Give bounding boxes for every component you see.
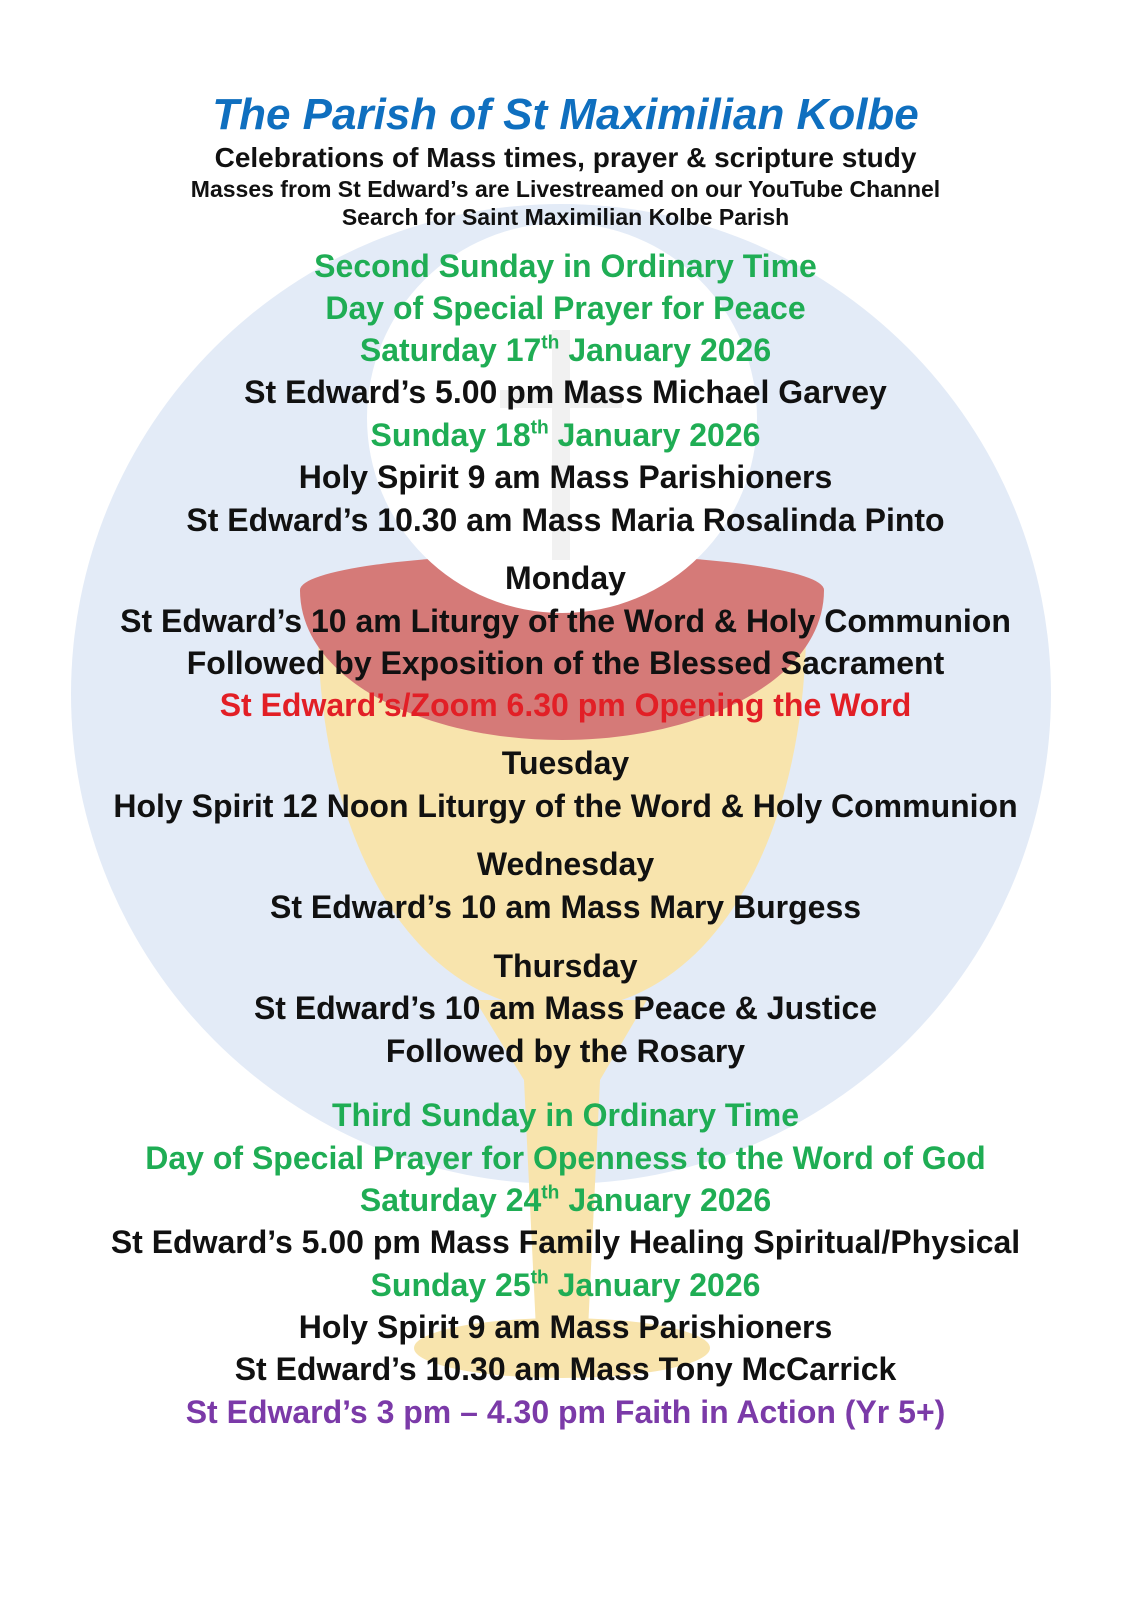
week1-sunday-mass-2: St Edward’s 10.30 am Mass Maria Rosalinda Pinto <box>186 502 945 538</box>
livestream-note: Masses from St Edward’s are Livestreamed on our YouTube Channel <box>190 176 941 202</box>
week2-saturday-mass: St Edward’s 5.00 pm Mass Family Healing Spiritual/Physical <box>110 1224 1021 1260</box>
week2-feast: Third Sunday in Ordinary Time <box>331 1097 800 1133</box>
youtube-search-note: Search for Saint Maximilian Kolbe Parish <box>341 204 790 230</box>
monday-line-2: Followed by Exposition of the Blessed Sacrament <box>186 645 945 681</box>
wednesday-label: Wednesday <box>476 846 655 882</box>
week1-special-day: Day of Special Prayer for Peace <box>325 290 806 326</box>
week2-saturday-date: Saturday 24th January 2026 <box>359 1182 772 1218</box>
monday-label: Monday <box>505 560 626 596</box>
page-title: The Parish of St Maximilian Kolbe <box>212 90 919 139</box>
week1-saturday-mass: St Edward’s 5.00 pm Mass Michael Garvey <box>244 374 887 410</box>
wednesday-line-1: St Edward’s 10 am Mass Mary Burgess <box>269 889 862 925</box>
thursday-line-2: Followed by the Rosary <box>385 1033 746 1069</box>
tuesday-line-1: Holy Spirit 12 Noon Liturgy of the Word & Holy Communion <box>113 788 1018 824</box>
thursday-label: Thursday <box>493 948 638 984</box>
thursday-line-1: St Edward’s 10 am Mass Peace & Justice <box>253 990 878 1026</box>
week1-saturday-date: Saturday 17th January 2026 <box>359 332 772 368</box>
tuesday-label: Tuesday <box>501 745 630 781</box>
monday-line-1: St Edward’s 10 am Liturgy of the Word & Holy Communion <box>120 603 1011 639</box>
monday-line-3: St Edward’s/Zoom 6.30 pm Opening the Word <box>219 687 912 723</box>
week1-feast: Second Sunday in Ordinary Time <box>314 248 817 284</box>
week2-sunday-date: Sunday 25th January 2026 <box>370 1267 761 1303</box>
week2-sunday-mass-2: St Edward’s 10.30 am Mass Tony McCarrick <box>234 1351 897 1387</box>
week2-special-day: Day of Special Prayer for Openness to the Word of God <box>145 1140 986 1176</box>
faith-in-action: St Edward’s 3 pm – 4.30 pm Faith in Action (Yr 5+) <box>185 1394 946 1430</box>
week2-sunday-mass-1: Holy Spirit 9 am Mass Parishioners <box>298 1309 833 1345</box>
week1-sunday-mass-1: Holy Spirit 9 am Mass Parishioners <box>298 459 833 495</box>
week1-sunday-date: Sunday 18th January 2026 <box>370 417 761 453</box>
subtitle: Celebrations of Mass times, prayer & scripture study <box>214 142 917 173</box>
